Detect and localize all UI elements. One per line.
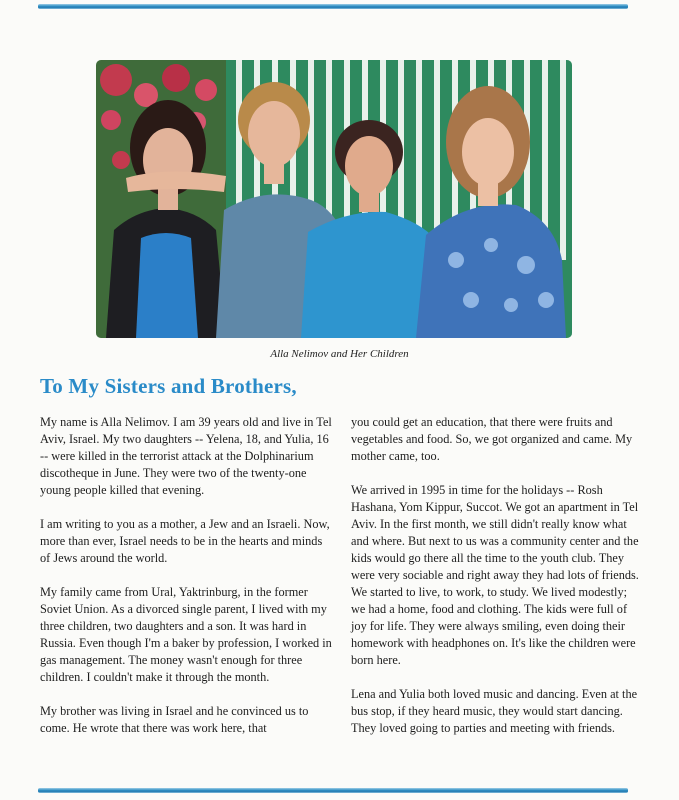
article-column-right	[351, 414, 643, 737]
paragraph: My family came from Ural, Yaktrinburg, in the former Soviet Union. As a divorced single parent, I lived with my three children, two daughters and a son. It was hard in Russia. Even though I'm a baker by profession, I worked in gas management. The money wasn't enough for three children. I couldn't make it through the month.	[40, 585, 332, 684]
top-divider	[38, 4, 628, 9]
family-photo	[96, 60, 572, 338]
paragraph: We arrived in 1995 in time for the holidays -- Rosh Hashana, Yom Kippur, Succot. We got an apartment in Tel Aviv. In the first month, we still didn't really know what and where. But next to us was a community center and the kids would go there all the time to the youth club. They were very sociable and right away they had lots of friends. We started to live, to work, to study. We lived modestly; we had a home, food and clothing. The kids were full of joy for life. They were always smiling, even doing their homework with headphones on. It's like the children were born here.	[351, 483, 639, 667]
paragraph: you could get an education, that there were fruits and vegetables and food. So, we got organized and came. My mother came, too.	[351, 415, 633, 463]
paragraph: My brother was living in Israel and he convinced us to come. He wrote that there was work here, that	[40, 704, 309, 735]
paragraph: I am writing to you as a mother, a Jew and an Israeli. Now, more than ever, Israel needs to be in the hearts and minds of Jews around the world.	[40, 517, 330, 565]
paragraph: My name is Alla Nelimov. I am 39 years old and live in Tel Aviv, Israel. My two daughters -- Yelena, 18, and Yulia, 16 -- were killed in the terrorist attack at the Dolphinarium discotheque in June. They were two of the twenty-one young people killed that evening.	[40, 415, 332, 497]
bottom-divider	[38, 788, 628, 793]
paragraph: Lena and Yulia both loved music and dancing. Even at the bus stop, if they heard music, they would start dancing. They loved going to parties and meeting with friends.	[351, 687, 638, 735]
article-title: To My Sisters and Brothers,	[40, 374, 297, 398]
photo-caption: Alla Nelimov and Her Children	[270, 348, 409, 360]
article-column-left	[40, 414, 332, 737]
